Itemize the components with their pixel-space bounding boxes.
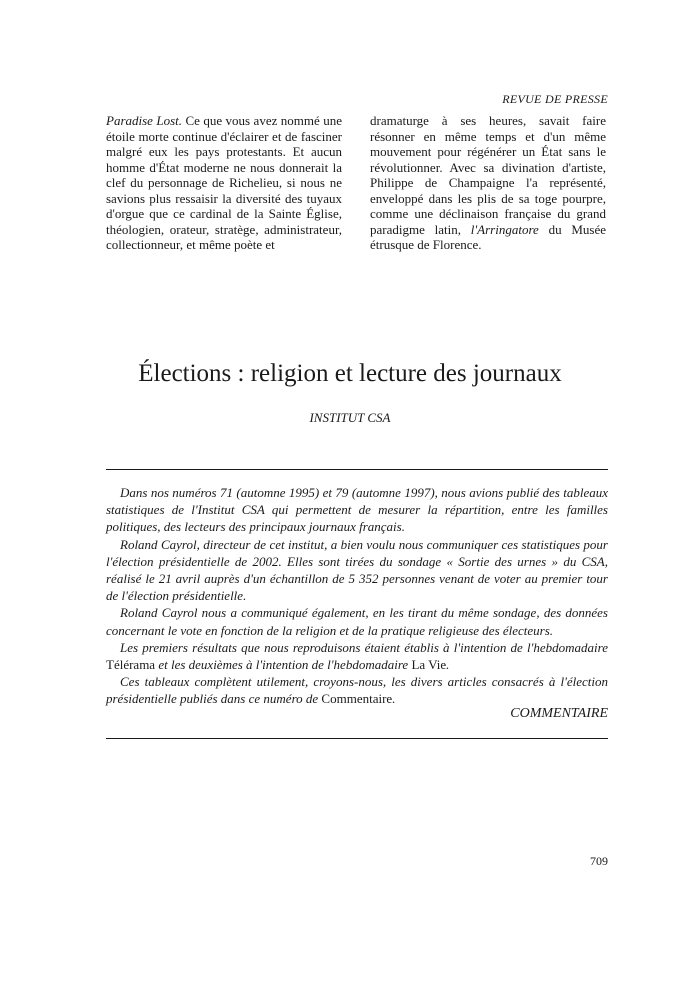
article-title: Élections : religion et lecture des journaux: [138, 360, 562, 387]
paragraph: [106, 113, 342, 253]
signature: COMMENTAIRE: [510, 706, 608, 721]
paragraph-text: du Musée étrusque de Florence.: [370, 221, 606, 252]
divider-top: [106, 469, 608, 470]
intro-text: .: [392, 691, 396, 707]
intro-paragraph: Dans nos numéros 71 (automne 1995) et 79 (automne 1997), nous avions publié des tableaux statistiques de l'Institut CSA qui permettent de mesurer la répartition, entre les familles politiques, des lecteurs des principaux journaux français.: [106, 485, 608, 535]
paragraph: [370, 113, 606, 253]
intro-paragraph: Roland Cayrol, directeur de cet institut, a bien voulu nous communiquer ces statistiques pour l'élection présidentielle de 2002. Elles sont tirées du sondage « Sortie des urnes » du CSA, réalisé le 21 avril auprès d'un échantillon de 5 352 personnes venant de voter au premier tour de l'élection présidentielle.: [106, 536, 608, 604]
continued-text-columns: [106, 113, 606, 253]
editorial-intro: [106, 484, 608, 708]
page-number: 709: [590, 854, 608, 868]
publication-name: Commentaire: [321, 691, 393, 707]
article-author: INSTITUT CSA: [309, 410, 391, 425]
work-title: Paradise Lost.: [106, 113, 183, 128]
publication-name: La Vie: [411, 657, 447, 673]
intro-text: .: [446, 657, 450, 673]
intro-paragraph: Roland Cayrol nous a communiqué également, en les tirant du même sondage, des données concernant le vote en fonction de la religion et de la pratique religieuse des électeurs.: [106, 605, 608, 638]
intro-text: et les deuxièmes à l'intention de l'hebdomadaire: [155, 657, 412, 673]
paragraph-text: Ce que vous avez nommé une étoile morte continue d'éclairer et de fasciner malgré eux les pays protestants. Et aucun homme d'État moderne ne nous donnerait la clef du personnage de Richelieu, si nous ne savions plus ressaisir la diversité des tuyaux d'orgue que ce cardinal de la Sainte Église, théologien, orateur, stratège, administrateur, collectionneur, et même poète et: [106, 113, 342, 252]
running-head: REVUE DE PRESSE: [502, 92, 608, 106]
intro-text: Les premiers résultats que nous reproduisons étaient établis à l'intention de l'hebdomadaire: [120, 639, 608, 655]
intro-paragraph: [106, 639, 608, 673]
text-column-right: [370, 113, 606, 253]
text-column-left: [106, 113, 342, 253]
publication-name: Télérama: [106, 657, 156, 673]
divider-bottom: [106, 738, 608, 739]
intro-paragraph: [106, 673, 608, 707]
intro-text: Ces tableaux complètent utilement, croyons-nous, les divers articles consacrés à l'élection présidentielle publiés dans ce numéro de: [106, 674, 608, 707]
work-title: l'Arringatore: [470, 221, 539, 237]
paragraph-text: dramaturge à ses heures, savait faire résonner en même temps et d'un même mouvement pour régénérer un État sans le révolutionner. Avec sa divination d'artiste, Philippe de Champaigne l'a représenté, enveloppé dans les plis de sa toge pourpre, comme une déclinaison française du grand paradigme latin,: [370, 113, 606, 237]
